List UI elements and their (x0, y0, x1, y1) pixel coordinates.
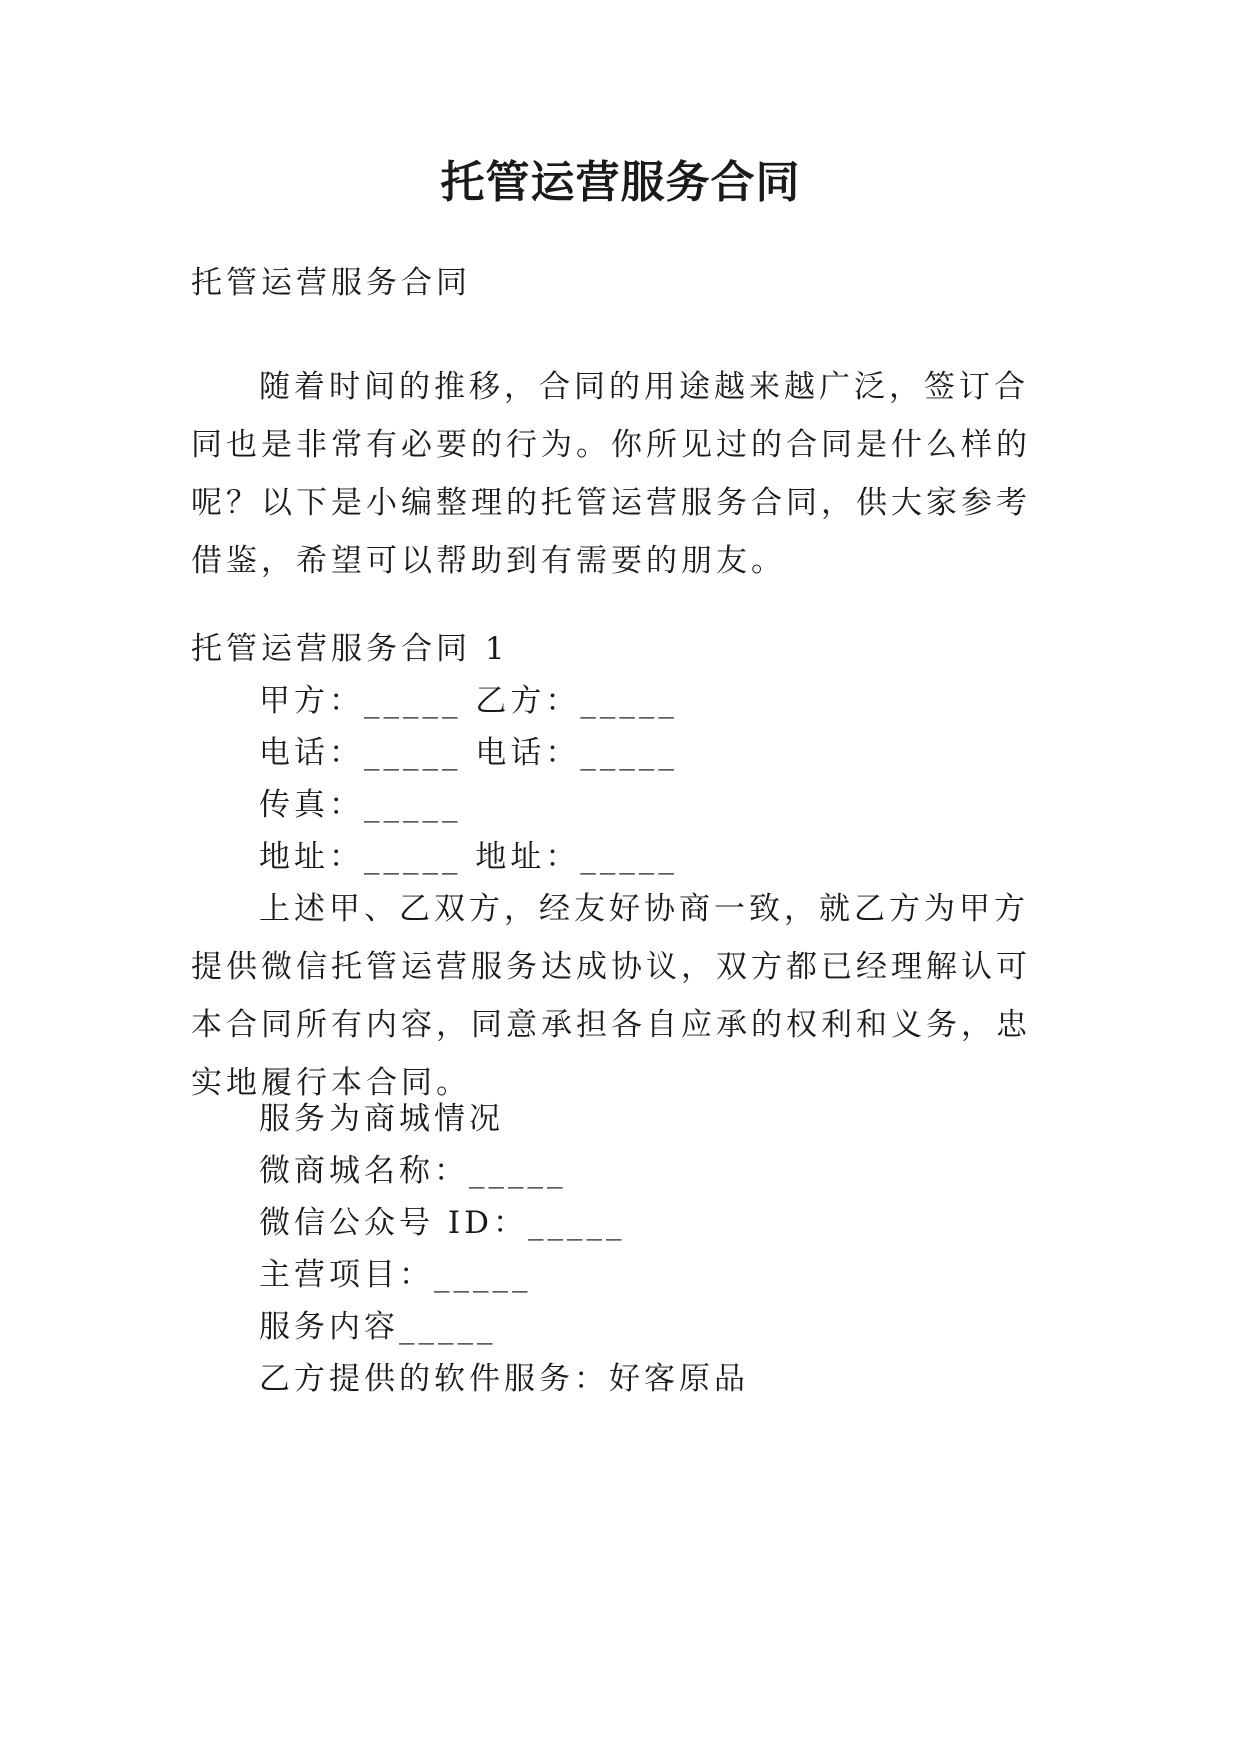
contract-heading: 托管运营服务合同 1 (191, 631, 509, 667)
software-line: 乙方提供的软件服务：好客原品 (259, 1361, 749, 1397)
document-title: 托管运营服务合同 (440, 157, 801, 208)
party-line: 甲方：_____ 乙方：_____ (259, 683, 678, 719)
main-business-line: 主营项目：_____ (259, 1257, 532, 1293)
service-content-line: 服务内容_____ (259, 1309, 497, 1345)
mall-name-line: 微商城名称：_____ (259, 1153, 567, 1189)
address-line: 地址：_____ 地址：_____ (259, 839, 678, 875)
document-subtitle: 托管运营服务合同 (191, 265, 471, 301)
phone-line: 电话：_____ 电话：_____ (259, 735, 678, 771)
intro-paragraph: 随着时间的推移，合同的用途越来越广泛，签订合同也是非常有必要的行为。你所见过的合同是什么样的呢？以下是小编整理的托管运营服务合同，供大家参考借鉴，希望可以帮助到有需要的朋友。 (191, 369, 1031, 579)
agreement-paragraph: 上述甲、乙双方，经友好协商一致，就乙方为甲方提供微信托管运营服务达成协议，双方都已经理解认可本合同所有内容，同意承担各自应承的权利和义务，忠实地履行本合同。 (191, 891, 1031, 1101)
wechat-id-line: 微信公众号 ID：_____ (259, 1205, 626, 1241)
fax-line: 传真：_____ (259, 787, 462, 823)
mall-heading: 服务为商城情况 (259, 1101, 504, 1137)
